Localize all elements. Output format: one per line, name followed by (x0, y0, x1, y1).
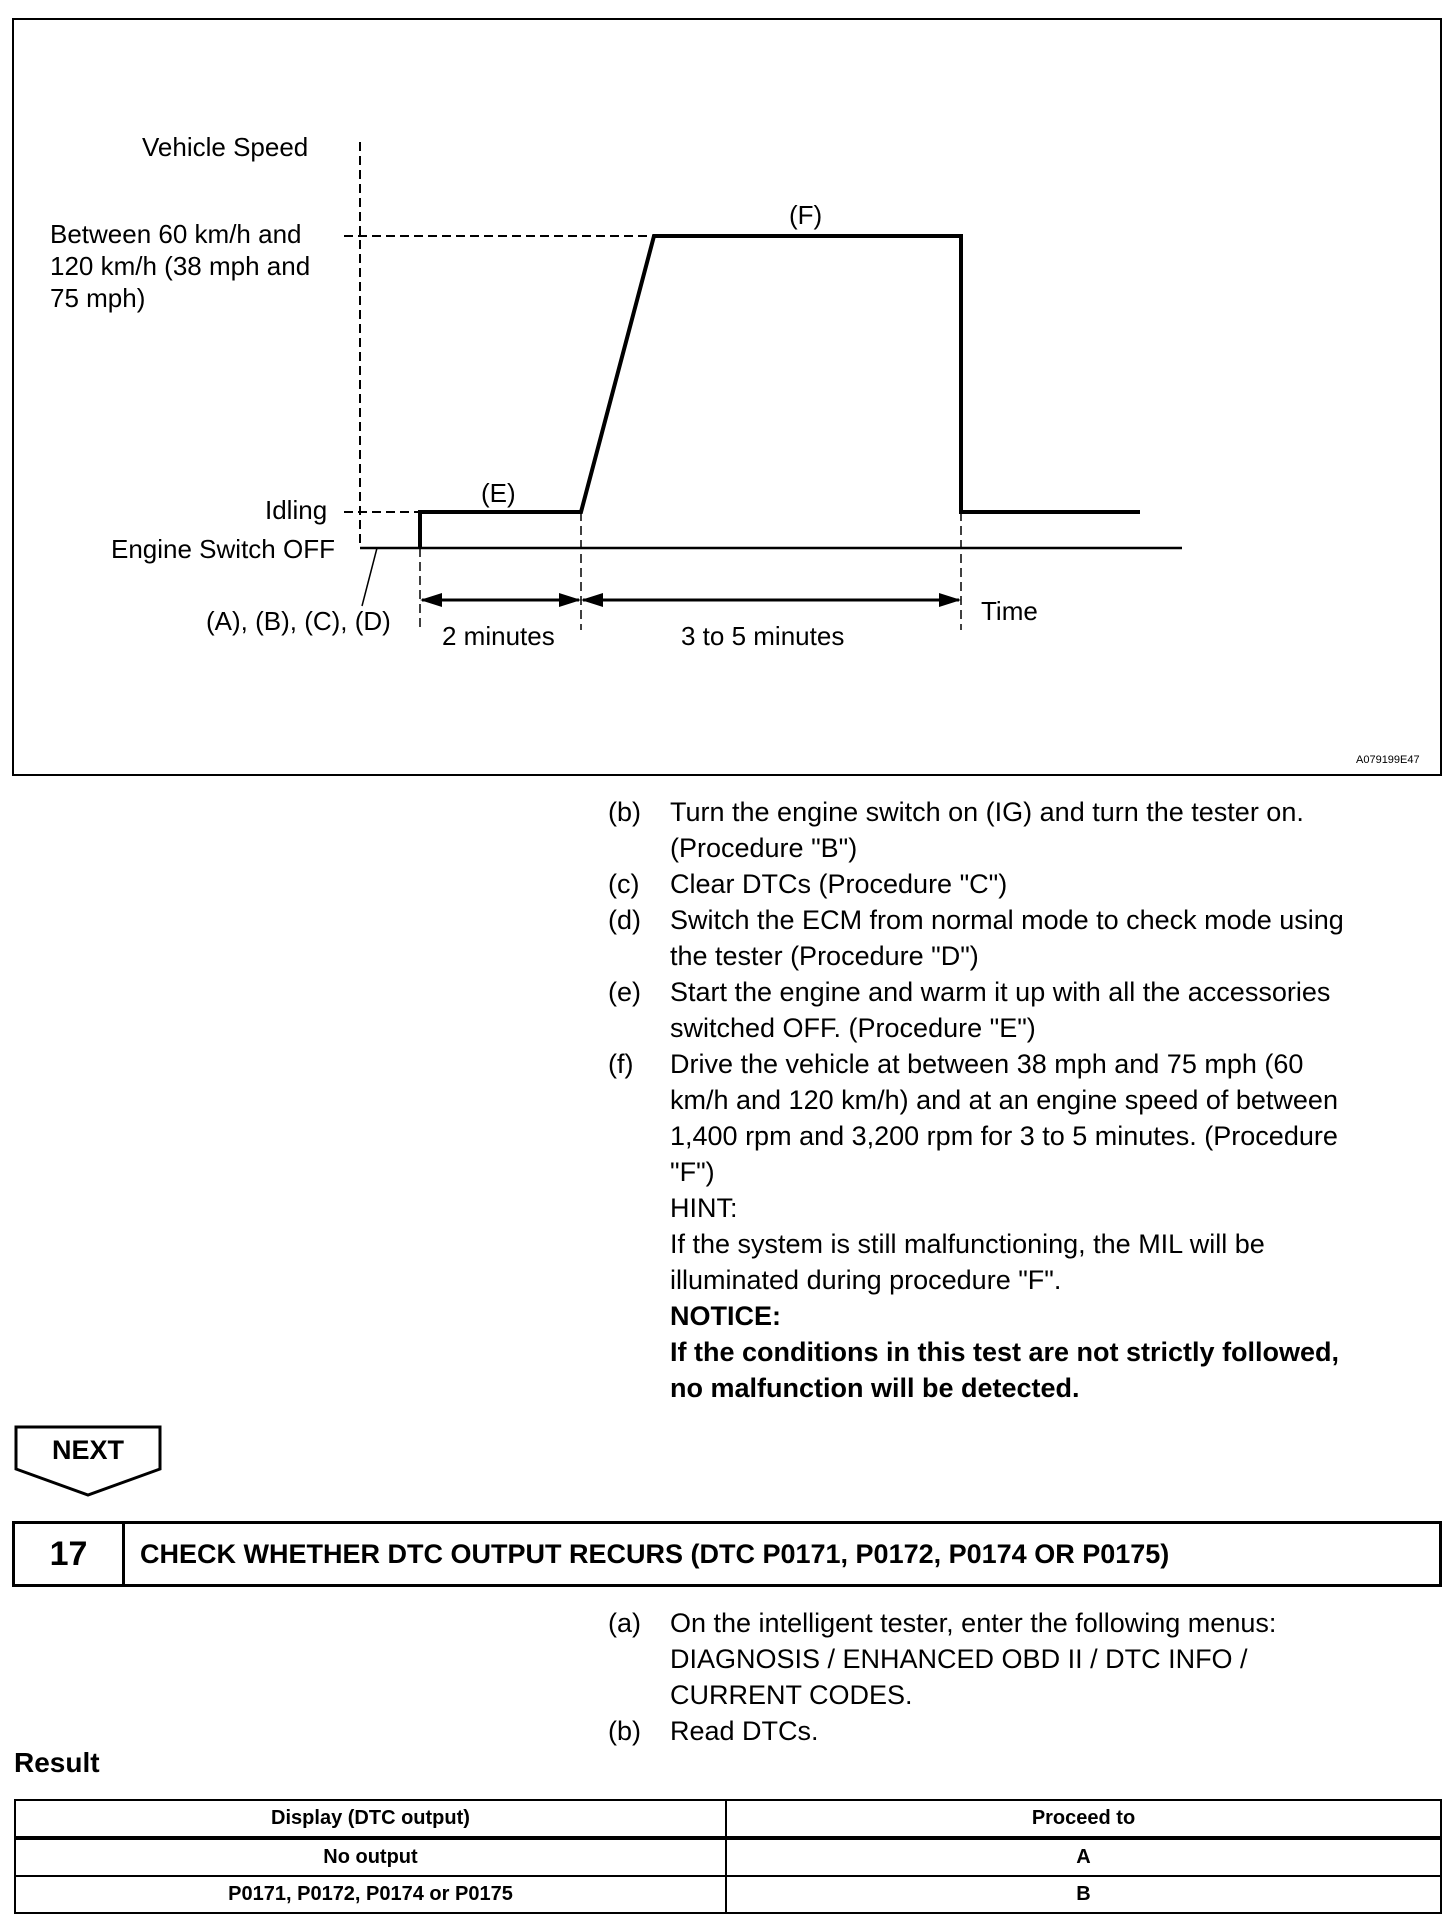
table-row (15, 1838, 1441, 1876)
hint-line: If the system is still malfunctioning, the MIL will be (670, 1229, 1265, 1259)
step-number: 17 (15, 1524, 125, 1584)
step-letter: (b) (608, 1716, 641, 1746)
high-level-label-line-3: 75 mph) (50, 283, 146, 313)
step-line: Read DTCs. (670, 1716, 819, 1746)
step-text (670, 1605, 1450, 1713)
table-cell: B (726, 1876, 1441, 1913)
step-letter: (e) (608, 977, 641, 1007)
segment-f-label: (F) (789, 200, 823, 230)
step-text (670, 902, 1450, 974)
segment-e-label: (E) (481, 478, 516, 508)
result-heading: Result (14, 1747, 100, 1778)
step-line: 1,400 rpm and 3,200 rpm for 3 to 5 minutes. (Procedure (670, 1121, 1338, 1151)
start-label: (A), (B), (C), (D) (206, 606, 391, 636)
step-line: (Procedure "B") (670, 833, 858, 863)
vehicle-speed-time-diagram (14, 20, 1440, 774)
notice-label: NOTICE: (670, 1301, 781, 1331)
notice-line: no malfunction will be detected. (670, 1373, 1080, 1403)
step-line: the tester (Procedure "D") (670, 941, 979, 971)
table-cell: P0171, P0172, P0174 or P0175 (15, 1876, 726, 1913)
step-line: CURRENT CODES. (670, 1680, 913, 1710)
step-line: Turn the engine switch on (IG) and turn the tester on. (670, 797, 1304, 827)
x-axis-label: Time (981, 596, 1038, 626)
step-text (670, 794, 1450, 866)
table-row (15, 1876, 1441, 1913)
next-button[interactable] (14, 1425, 162, 1497)
step-text (670, 974, 1450, 1046)
figure-id: A079199E47 (1356, 754, 1420, 766)
table-cell: No output (15, 1838, 726, 1876)
step-text (670, 1046, 1450, 1406)
high-level-label-line-1: Between 60 km/h and (50, 219, 302, 249)
step-line: Drive the vehicle at between 38 mph and 75 mph (60 (670, 1049, 1304, 1079)
figure-frame (12, 18, 1442, 776)
step-letter: (c) (608, 869, 640, 899)
result-table (14, 1799, 1442, 1914)
high-level-label-line-2: 120 km/h (38 mph and (50, 251, 311, 281)
step-17-header (12, 1521, 1442, 1587)
step-text (670, 1713, 1450, 1749)
duration-2-label: 3 to 5 minutes (681, 621, 845, 651)
step-line: km/h and 120 km/h) and at an engine speed of between (670, 1085, 1338, 1115)
step-line: switched OFF. (Procedure "E") (670, 1013, 1036, 1043)
step-line: DIAGNOSIS / ENHANCED OBD II / DTC INFO / (670, 1644, 1248, 1674)
duration-1-label: 2 minutes (442, 621, 555, 651)
start-leader-line (362, 548, 377, 606)
speed-profile-line (420, 236, 1140, 548)
step-letter: (b) (608, 797, 641, 827)
off-level-label: Engine Switch OFF (111, 534, 335, 564)
step-letter: (d) (608, 905, 641, 935)
step-line: Switch the ECM from normal mode to check mode using (670, 905, 1344, 935)
notice-line: If the conditions in this test are not strictly followed, (670, 1337, 1340, 1367)
step-line: On the intelligent tester, enter the following menus: (670, 1608, 1277, 1638)
hint-label: HINT: (670, 1193, 738, 1223)
step-letter: (a) (608, 1608, 641, 1638)
idle-level-label: Idling (265, 495, 328, 525)
step-text (670, 866, 1450, 902)
y-axis-label: Vehicle Speed (142, 132, 309, 162)
hint-line: illuminated during procedure "F". (670, 1265, 1062, 1295)
table-header-cell: Display (DTC output) (15, 1800, 726, 1838)
step-letter: (f) (608, 1049, 634, 1079)
table-header-cell: Proceed to (726, 1800, 1441, 1838)
table-cell: A (726, 1838, 1441, 1876)
step-line: Clear DTCs (Procedure "C") (670, 869, 1008, 899)
step-line: "F") (670, 1157, 715, 1187)
next-label: NEXT (51, 1435, 124, 1465)
table-header-row (15, 1800, 1441, 1838)
step-title: CHECK WHETHER DTC OUTPUT RECURS (DTC P0171, P0172, P0174 OR P0175) (140, 1538, 1170, 1569)
step-line: Start the engine and warm it up with all the accessories (670, 977, 1331, 1007)
